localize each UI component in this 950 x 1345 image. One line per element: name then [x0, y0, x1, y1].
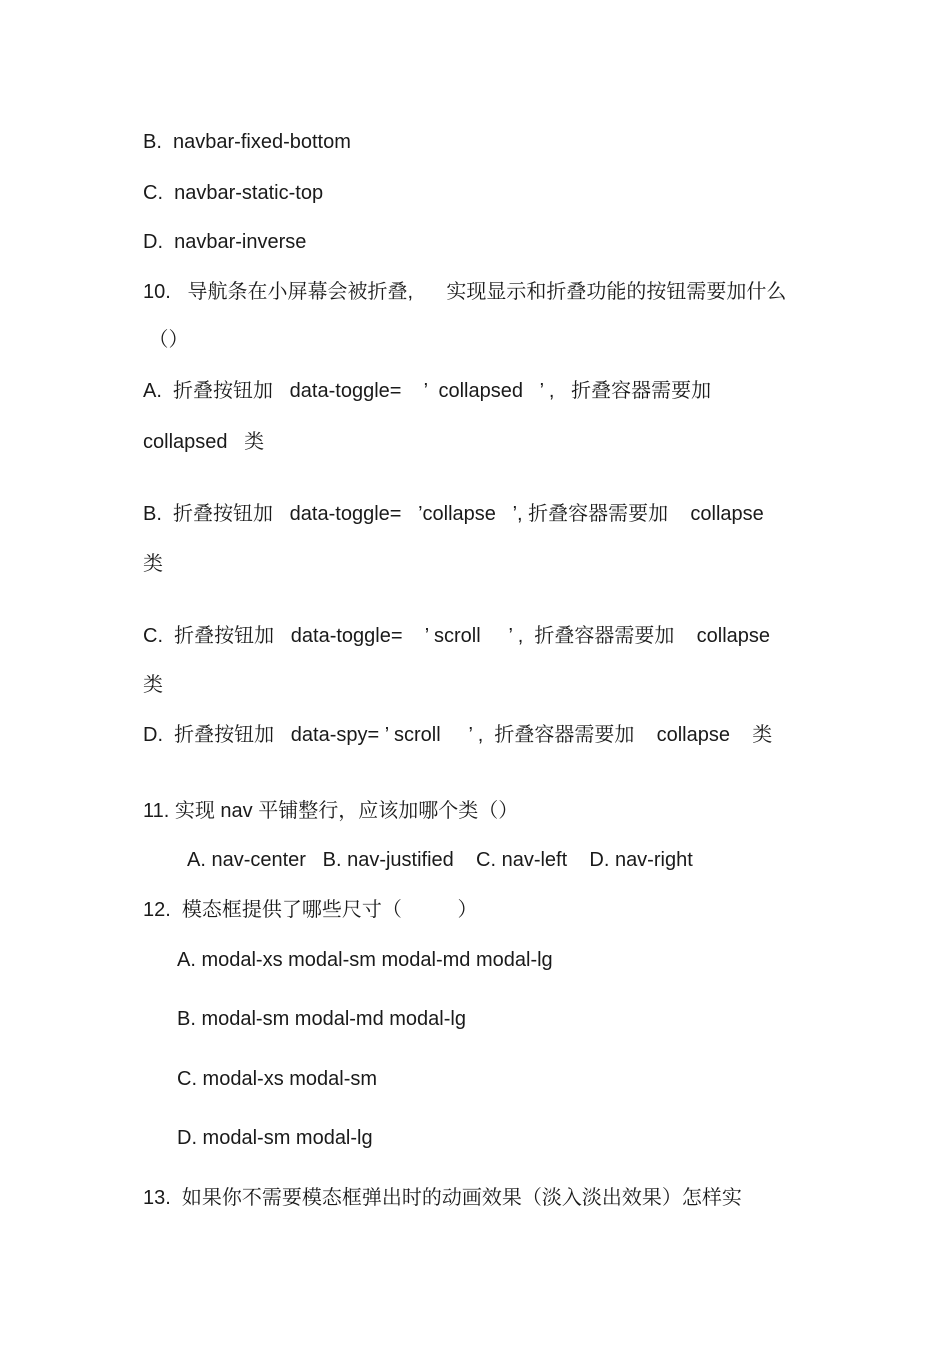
q12-option-a: A. modal-xs modal-sm modal-md modal-lg — [177, 949, 553, 971]
q10-stem: 10. 导航条在小屏幕会被折叠, 实现显示和折叠功能的按钮需要加什么 — [143, 281, 787, 303]
q10-option-a-line2: collapsed 类 — [143, 431, 265, 453]
q13-stem: 13. 如果你不需要模态框弹出时的动画效果（淡入淡出效果）怎样实 — [143, 1187, 742, 1209]
q10-option-c-line2: 类 — [143, 674, 163, 696]
q12-option-b: B. modal-sm modal-md modal-lg — [177, 1008, 466, 1030]
q12-option-d: D. modal-sm modal-lg — [177, 1127, 373, 1149]
q9-option-c: C. navbar-static-top — [143, 182, 324, 204]
q9-option-b: B. navbar-fixed-bottom — [143, 131, 351, 153]
q11-stem: 11. 实现 nav 平铺整行，应该加哪个类（） — [143, 800, 519, 822]
q12-option-c: C. modal-xs modal-sm — [177, 1068, 378, 1090]
q9-option-d: D. navbar-inverse — [143, 231, 307, 253]
q10-option-b-line1: B. 折叠按钮加 data-toggle= ’collapse ’, 折叠容器需要加 collapse — [143, 503, 764, 525]
q11-options: A. nav-center B. nav-justified C. nav-left D. nav-right — [187, 849, 693, 871]
q10-option-b-line2: 类 — [143, 553, 163, 575]
q10-option-d: D. 折叠按钮加 data-spy= ’ scroll ’ , 折叠容器需要加 collapse 类 — [143, 724, 773, 746]
q10-stem-paren: （） — [143, 329, 189, 351]
q12-stem: 12. 模态框提供了哪些尺寸（ ） — [143, 899, 478, 921]
q10-option-a-line1: A. 折叠按钮加 data-toggle= ’ collapsed ’ , 折叠容器需要加 — [143, 380, 712, 402]
q10-option-c-line1: C. 折叠按钮加 data-toggle= ’ scroll ’ , 折叠容器需要加 collapse — [143, 625, 771, 647]
